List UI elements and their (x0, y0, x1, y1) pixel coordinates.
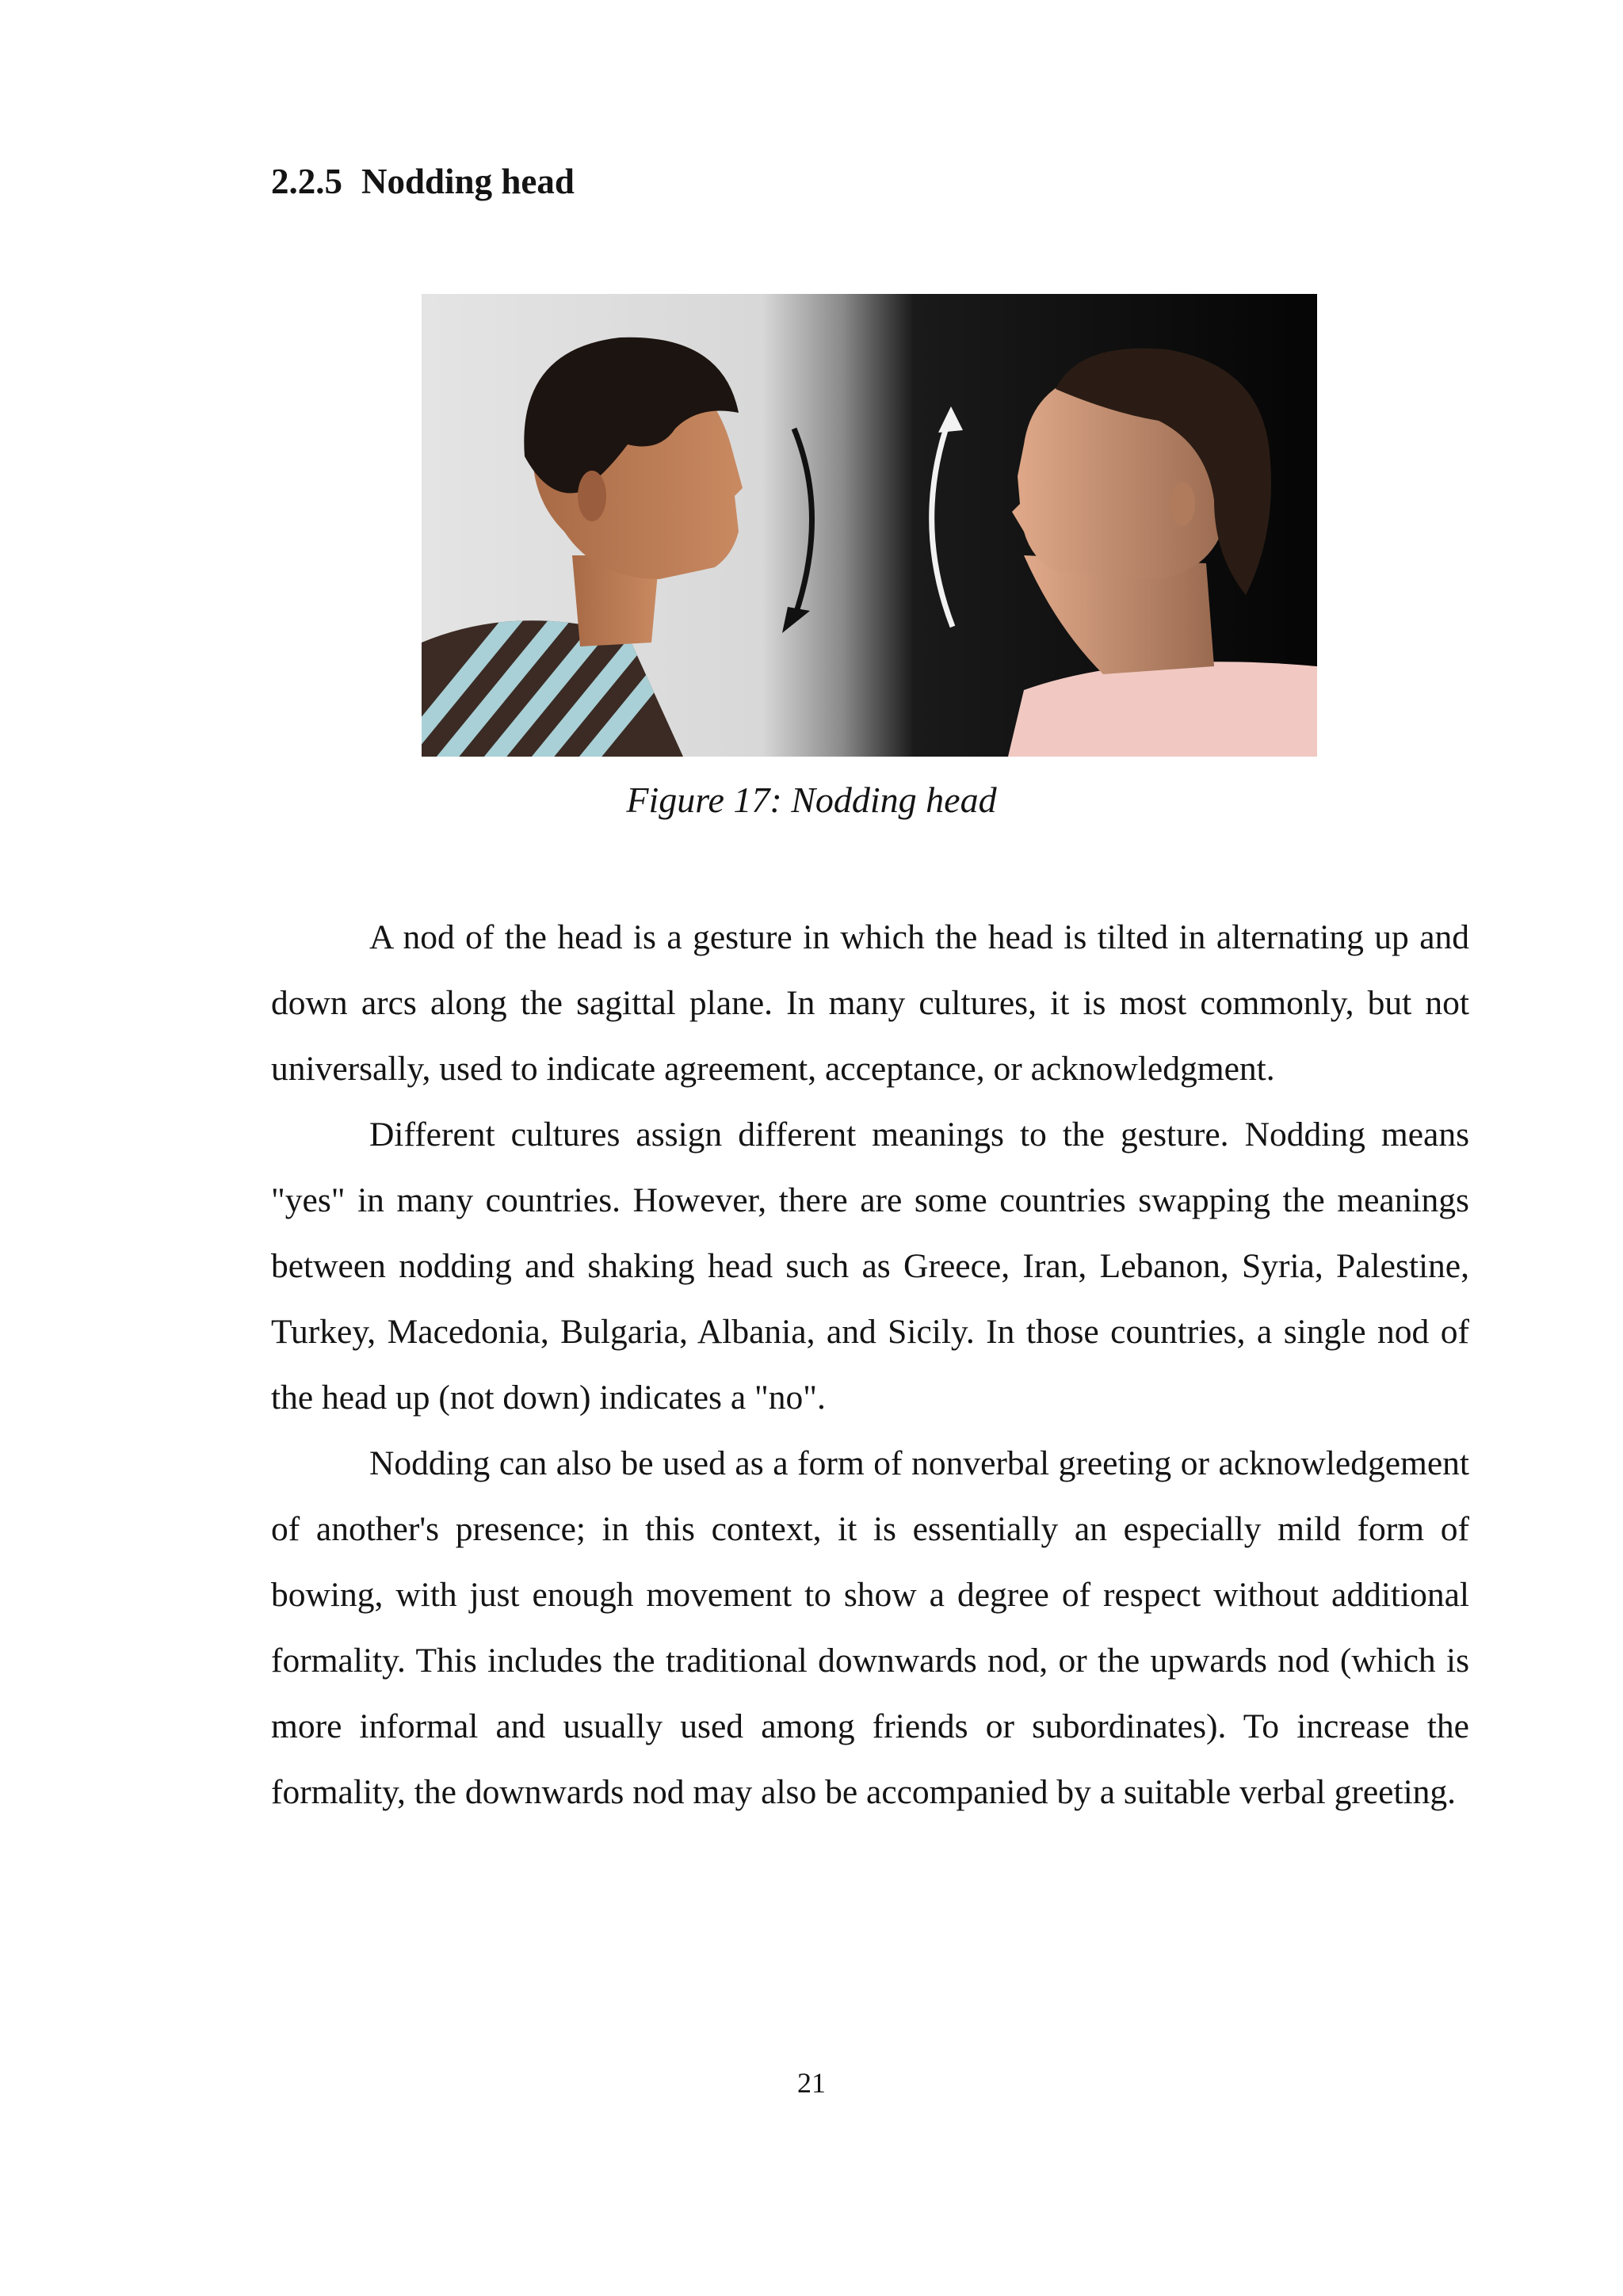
page-number: 21 (797, 2067, 826, 2099)
figure-image-nodding-head (422, 294, 1317, 757)
section-number: 2.2.5 (271, 162, 342, 201)
paragraph: Different cultures assign different meanings to the gesture. Nodding means "yes" in many countries. However, there are some countries swapping the meanings between nodding and shaking head such as Greece, Iran, Lebanon, Syria, Palestine, Turkey, Macedonia, Bulgaria, Albania, and Sicily. In those countries, a single nod of the head up (not down) indicates a "no". (271, 1116, 1469, 1417)
section-heading (271, 161, 575, 202)
paragraph: Nodding can also be used as a form of nonverbal greeting or acknowledgement of another's presence; in this context, it is essentially an especially mild form of bowing, with just enough movement to show a degree of respect without additional formality. This includes the traditional downwards nod, or the upwards nod (which is more informal and usually used among friends or subordinates). To increase the formality, the downwards nod may also be accompanied by a suitable verbal greeting. (271, 1444, 1469, 1811)
figure-caption: Figure 17: Nodding head (626, 780, 997, 820)
paragraph: A nod of the head is a gesture in which the head is tilted in alternating up and down arcs along the sagittal plane. In many cultures, it is most commonly, but not universally, used to indicate agreement, acceptance, or acknowledgment. (271, 918, 1469, 1088)
section-title: Nodding head (361, 162, 575, 201)
body-text (271, 905, 1469, 1825)
